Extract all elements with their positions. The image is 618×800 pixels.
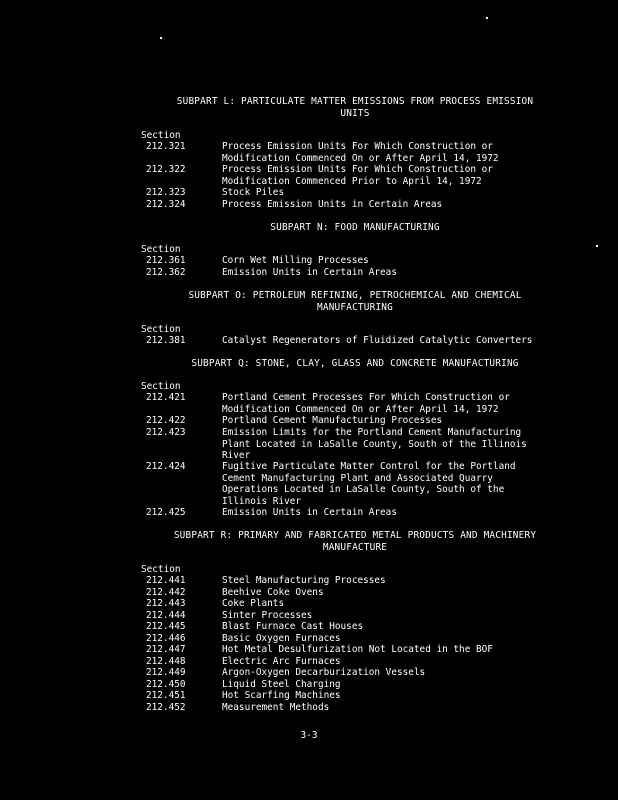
title-line: River: [222, 450, 251, 461]
section-number: 212.451: [146, 690, 186, 701]
title-line: Process Emission Units in Certain Areas: [222, 199, 443, 210]
section-title: [222, 587, 572, 599]
title-line: Catalyst Regenerators of Fluidized Catalytic Converters: [222, 335, 533, 346]
title-line: Fugitive Particulate Matter Control for the Portland: [222, 461, 516, 472]
heading-line: SUBPART Q: STONE, CLAY, GLASS AND CONCRETE MANUFACTURING: [191, 358, 519, 369]
section-number: 212.447: [146, 644, 186, 655]
section-label: Section: [141, 381, 181, 392]
section-title: [222, 164, 572, 187]
section-number: 212.448: [146, 656, 186, 667]
section-number: 212.321: [146, 141, 186, 152]
section-title: [222, 415, 572, 427]
subpart-r-heading: [140, 530, 570, 553]
title-line: Plant Located in LaSalle County, South of the Illinois: [222, 438, 527, 450]
title-line: Hot Metal Desulfurization Not Located in the BOF: [222, 644, 493, 655]
page-number: 3-3: [300, 730, 318, 741]
heading-line: SUBPART O: PETROLEUM REFINING, PETROCHEMICAL AND CHEMICAL: [188, 290, 522, 301]
section-title: [222, 141, 572, 164]
section-number: 212.361: [146, 255, 186, 266]
section-title: [222, 461, 572, 507]
title-line: Sinter Processes: [222, 610, 313, 621]
section-title: [222, 656, 572, 668]
section-number: 212.324: [146, 199, 186, 210]
subpart-n-heading: [140, 222, 570, 234]
title-line: Emission Units in Certain Areas: [222, 267, 397, 278]
section-number: 212.322: [146, 164, 186, 175]
title-line: Blast Furnace Cast Houses: [222, 621, 364, 632]
title-line: Argon-Oxygen Decarburization Vessels: [222, 667, 426, 678]
section-number: 212.449: [146, 667, 186, 678]
title-line: Modification Commenced On or After April 14, 1972: [222, 403, 499, 415]
section-title: [222, 199, 572, 211]
section-number: 212.323: [146, 187, 186, 198]
section-title: [222, 644, 572, 656]
section-number: 212.441: [146, 575, 186, 586]
section-label: Section: [141, 324, 181, 335]
section-number: 212.381: [146, 335, 186, 346]
heading-line: SUBPART R: PRIMARY AND FABRICATED METAL PRODUCTS AND MACHINERY: [173, 530, 537, 541]
section-title: [222, 255, 572, 267]
section-number: 212.422: [146, 415, 186, 426]
section-label: Section: [141, 244, 181, 255]
section-title: [222, 575, 572, 587]
title-line: Process Emission Units For Which Construction or: [222, 141, 493, 152]
title-line: Steel Manufacturing Processes: [222, 575, 386, 586]
section-number: 212.452: [146, 702, 186, 713]
heading-line: SUBPART N: FOOD MANUFACTURING: [270, 222, 440, 233]
heading-line: SUBPART L: PARTICULATE MATTER EMISSIONS FROM PROCESS EMISSION: [176, 96, 534, 107]
section-title: [222, 392, 572, 415]
subpart-o-heading: [140, 290, 570, 313]
title-line: Portland Cement Processes For Which Construction or: [222, 392, 510, 403]
title-line: Beehive Coke Ovens: [222, 587, 324, 598]
section-number: 212.425: [146, 507, 186, 518]
title-line: Electric Arc Furnaces: [222, 656, 341, 667]
title-line: Portland Cement Manufacturing Processes: [222, 415, 443, 426]
section-number: 212.424: [146, 461, 186, 472]
title-line: Illinois River: [222, 495, 302, 507]
title-line: Process Emission Units For Which Construction or: [222, 164, 493, 175]
title-line: Emission Limits for the Portland Cement Manufacturing: [222, 427, 522, 438]
section-number: 212.446: [146, 633, 186, 644]
section-title: [222, 427, 572, 462]
section-number: 212.445: [146, 621, 186, 632]
section-number: 212.442: [146, 587, 186, 598]
section-title: [222, 702, 572, 714]
section-title: [222, 621, 572, 633]
section-number: 212.443: [146, 598, 186, 609]
scan-speck: [596, 245, 598, 247]
scan-speck: [160, 37, 162, 39]
scan-speck: [486, 17, 488, 19]
title-line: Cement Manufacturing Plant and Associated Quarry: [222, 472, 493, 484]
subpart-l-heading: [140, 96, 570, 119]
title-line: Operations Located in LaSalle County, South of the: [222, 484, 505, 495]
title-line: Modification Commenced On or After April 14, 1972: [222, 152, 499, 164]
section-label: Section: [141, 130, 181, 141]
section-label: Section: [141, 564, 181, 575]
heading-line: MANUFACTURING: [317, 301, 393, 313]
title-line: Measurement Methods: [222, 702, 330, 713]
section-number: 212.444: [146, 610, 186, 621]
title-line: Basic Oxygen Furnaces: [222, 633, 341, 644]
section-title: [222, 633, 572, 645]
section-number: 212.450: [146, 679, 186, 690]
title-line: Coke Plants: [222, 598, 285, 609]
subpart-q-heading: [140, 358, 570, 370]
section-title: [222, 507, 572, 519]
title-line: Stock Piles: [222, 187, 285, 198]
section-title: [222, 267, 572, 279]
heading-line: UNITS: [340, 107, 370, 119]
section-title: [222, 598, 572, 610]
title-line: Liquid Steel Charging: [222, 679, 341, 690]
section-title: [222, 335, 572, 347]
section-title: [222, 667, 572, 679]
section-title: [222, 679, 572, 691]
section-title: [222, 610, 572, 622]
title-line: Corn Wet Milling Processes: [222, 255, 369, 266]
section-title: [222, 690, 572, 702]
section-number: 212.423: [146, 427, 186, 438]
section-number: 212.421: [146, 392, 186, 403]
section-title: [222, 187, 572, 199]
section-number: 212.362: [146, 267, 186, 278]
title-line: Modification Commenced Prior to April 14, 1972: [222, 175, 482, 187]
title-line: Hot Scarfing Machines: [222, 690, 341, 701]
heading-line: MANUFACTURE: [322, 541, 388, 553]
title-line: Emission Units in Certain Areas: [222, 507, 397, 518]
